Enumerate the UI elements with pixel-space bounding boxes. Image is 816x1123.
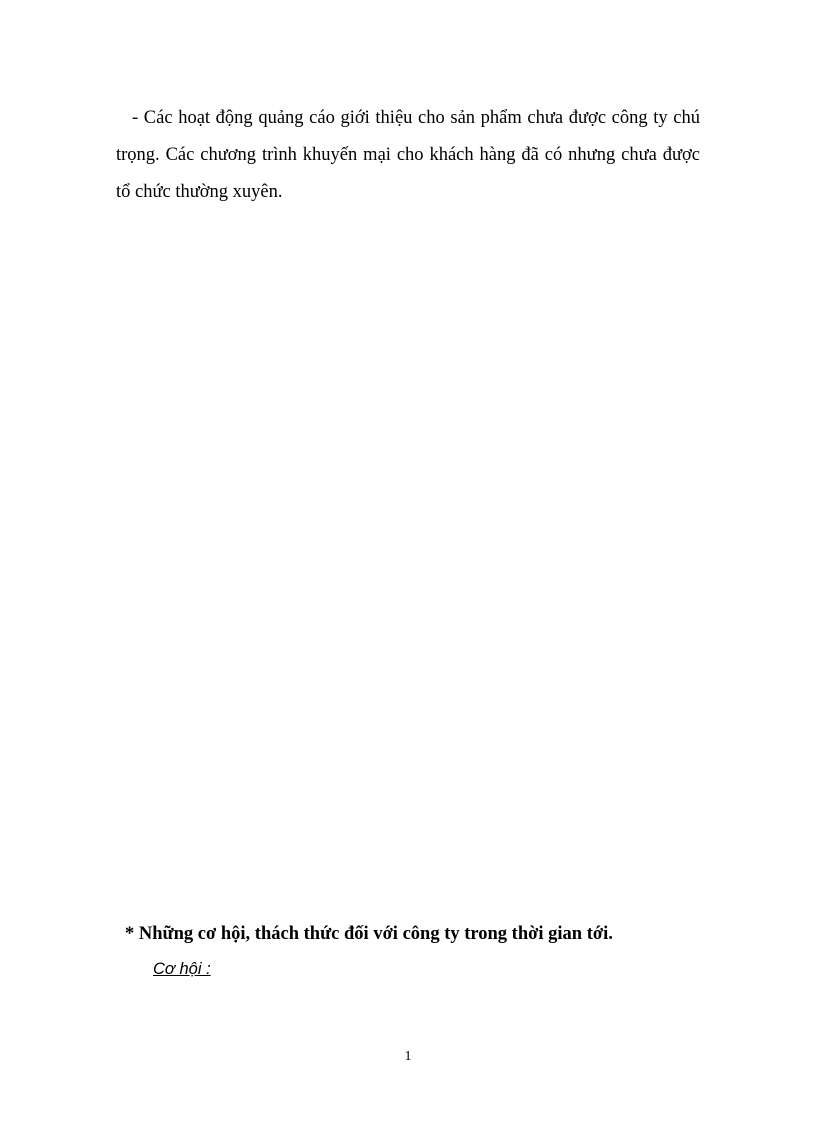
section-subheading: Cơ hội : (153, 960, 211, 978)
paragraph-line: trọng. Các chương trình khuyến mại cho khách hàng đã có nhưng chưa được (116, 145, 700, 165)
body-paragraph (116, 100, 700, 211)
paragraph-line: tổ chức thường xuyên. (116, 182, 283, 202)
page-number: 1 (404, 1049, 412, 1064)
section-heading: * Những cơ hội, thách thức đối với công ty trong thời gian tới. (125, 924, 613, 944)
paragraph-line: - Các hoạt động quảng cáo giới thiệu cho sản phẩm chưa được công ty chú (132, 108, 700, 128)
